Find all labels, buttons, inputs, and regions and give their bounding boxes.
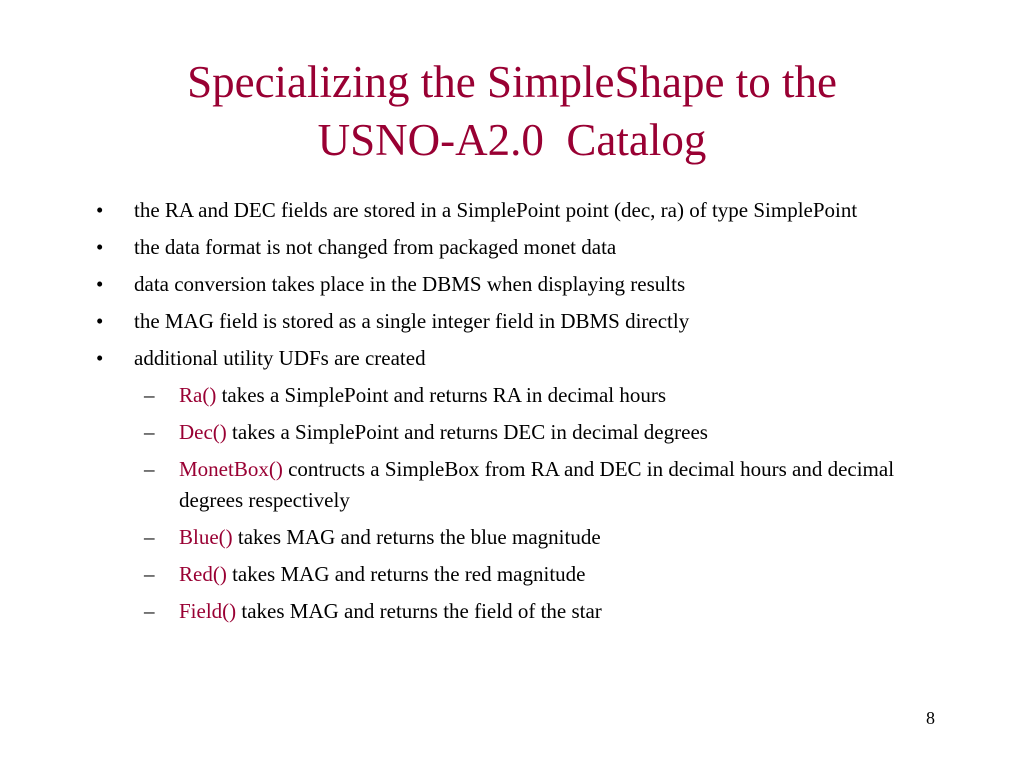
slide-title xyxy=(60,53,964,169)
sub-bullet-text: takes MAG and returns the red magnitude xyxy=(226,562,586,586)
bullet-text: data conversion takes place in the DBMS when displaying results xyxy=(134,272,686,296)
udf-name: Ra() xyxy=(179,383,217,407)
sub-bullet-marker: – xyxy=(144,525,155,549)
sub-bullet-marker: – xyxy=(144,562,155,586)
slide-body xyxy=(0,195,1024,633)
udf-name: Blue() xyxy=(179,525,233,549)
sub-bullet-text: contructs a SimpleBox from RA and DEC in decimal hours and decimal degrees respectively xyxy=(179,457,895,512)
sub-bullet-text: takes MAG and returns the blue magnitude xyxy=(232,525,601,549)
bullet-marker: • xyxy=(96,235,104,259)
bullet-text: additional utility UDFs are created xyxy=(134,346,426,370)
udf-name: Dec() xyxy=(179,420,227,444)
sub-bullet-marker: – xyxy=(144,420,155,444)
bullet-item xyxy=(96,195,904,226)
sub-bullet-text: takes MAG and returns the field of the star xyxy=(236,599,602,623)
bullet-marker: • xyxy=(96,198,104,222)
udf-name: Red() xyxy=(179,562,227,586)
bullet-marker: • xyxy=(96,309,104,333)
bullet-item xyxy=(96,343,904,374)
sub-bullet-item xyxy=(144,417,939,448)
slide-title-line-2: USNO-A2.0 Catalog xyxy=(317,115,707,165)
slide-title-line-1: Specializing the SimpleShape to the xyxy=(187,57,837,107)
udf-name: Field() xyxy=(179,599,237,623)
sub-bullet-item xyxy=(144,522,939,553)
sub-bullet-item xyxy=(144,454,939,516)
page-number: 8 xyxy=(926,708,935,728)
sub-bullet-marker: – xyxy=(144,457,155,481)
bullet-text: the data format is not changed from packaged monet data xyxy=(134,235,617,259)
udf-name: MonetBox() xyxy=(179,457,283,481)
bullet-text: the MAG field is stored as a single integer field in DBMS directly xyxy=(134,309,690,333)
sub-bullet-item xyxy=(144,559,939,590)
bullet-marker: • xyxy=(96,346,104,370)
sub-bullet-text: takes a SimplePoint and returns DEC in decimal degrees xyxy=(226,420,708,444)
bullet-text: the RA and DEC fields are stored in a SimplePoint point (dec, ra) of type SimplePoint xyxy=(134,198,858,222)
sub-bullet-marker: – xyxy=(144,599,155,623)
sub-bullet-item xyxy=(144,596,939,627)
bullet-item xyxy=(96,232,904,263)
bullet-marker: • xyxy=(96,272,104,296)
bullet-item xyxy=(96,306,904,337)
sub-bullet-text: takes a SimplePoint and returns RA in decimal hours xyxy=(216,383,667,407)
bullet-item xyxy=(96,269,904,300)
sub-bullet-marker: – xyxy=(144,383,155,407)
sub-bullet-item xyxy=(144,380,939,411)
